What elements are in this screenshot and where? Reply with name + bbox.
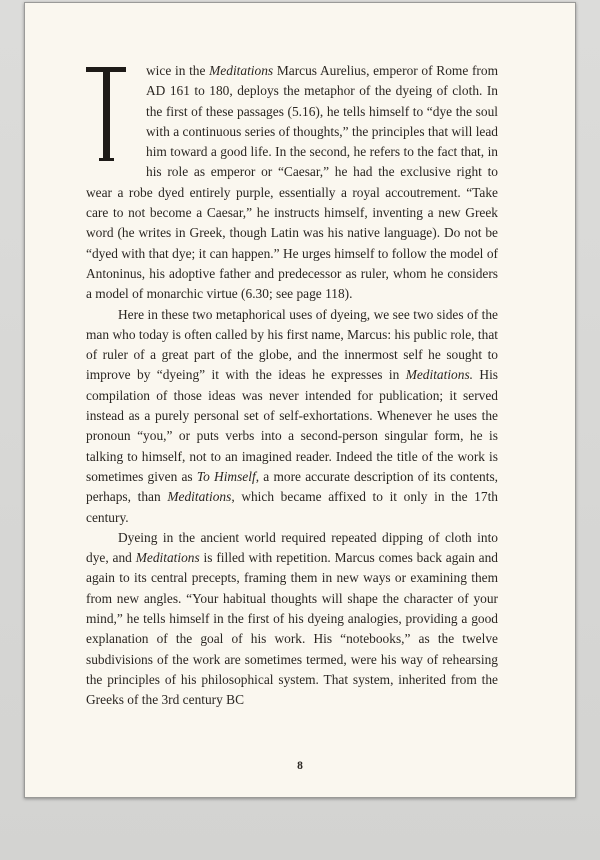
drop-cap-letter: [86, 67, 126, 163]
italic-text: Meditations: [167, 489, 232, 505]
text-run: Here in these two metaphorical uses of dyeing, we see two sides of the man who today is often called by his first name, Marcus: his public role, that of ruler of a great part of the globe, and the innermost self he sought to improve by “dyeing” it with the ideas he expresses in: [86, 306, 498, 383]
text-run: is filled with repetition. Marcus comes back again and again to its central precepts, framing them in new ways or examining them from new angles. “Your habitual thoughts will shape the character of your mind,” he tells himself in the first of his dyeing analogies, providing a good explanation of the goal of his work. His “notebooks,” as the twelve subdivisions of the work are sometimes termed, were his way of rehearsing the principles of his philosophical system. That system, inherited from the Greeks of the 3rd century BC: [86, 550, 498, 708]
text-run: wice in the: [146, 63, 210, 78]
text-run: His compilation of those ideas was never intended for publication; it served instead as a purely personal set of self-exhortations. Whenever he uses the pronoun “you,” or puts verbs into a second-person singular form, he is talking to himself, not to an imagined reader. Indeed the title of the work is sometimes given as: [86, 367, 499, 484]
text-run: , a more accurate description of its contents, perhaps, than: [86, 468, 499, 505]
paragraph: [86, 305, 498, 528]
page-number: 8: [297, 760, 303, 772]
body-text: [86, 61, 498, 711]
italic-text: Meditations: [209, 63, 274, 78]
paragraph: [86, 61, 498, 305]
paragraph: [86, 528, 498, 711]
text-run: Dyeing in the ancient world required repeated dipping of cloth into dye, and: [86, 529, 498, 566]
text-run: , which became affixed to it only in the 17th century.: [86, 489, 498, 525]
text-run: Marcus Aurelius, emperor of Rome from AD 161 to 180, deploys the metaphor of the dyeing of cloth. In the first of these passages (5.16), he tells himself to “dye the soul with a continuous series of thoughts,” the principles that will lead him toward a good life. In the second, he refers to the fact that, in his role as emperor or “Caesar,” he had the exclusive right to wear a robe dyed entirely purple, essentially a royal accoutrement. “Take care to not become a Caesar,” he instructs himself, inventing a new Greek word (he writes in Greek, though Latin was his native language). Do not be “dyed with that dye; it can happen.” He urges himself to follow the model of Antoninus, his adoptive father and predecessor as ruler, whom he considers a model of monarchic virtue (6.30; see page 118).: [86, 63, 498, 302]
italic-text: Meditations.: [405, 367, 474, 383]
italic-text: Meditations: [135, 550, 200, 566]
italic-text: To Himself: [196, 468, 256, 484]
book-page: [24, 2, 576, 798]
